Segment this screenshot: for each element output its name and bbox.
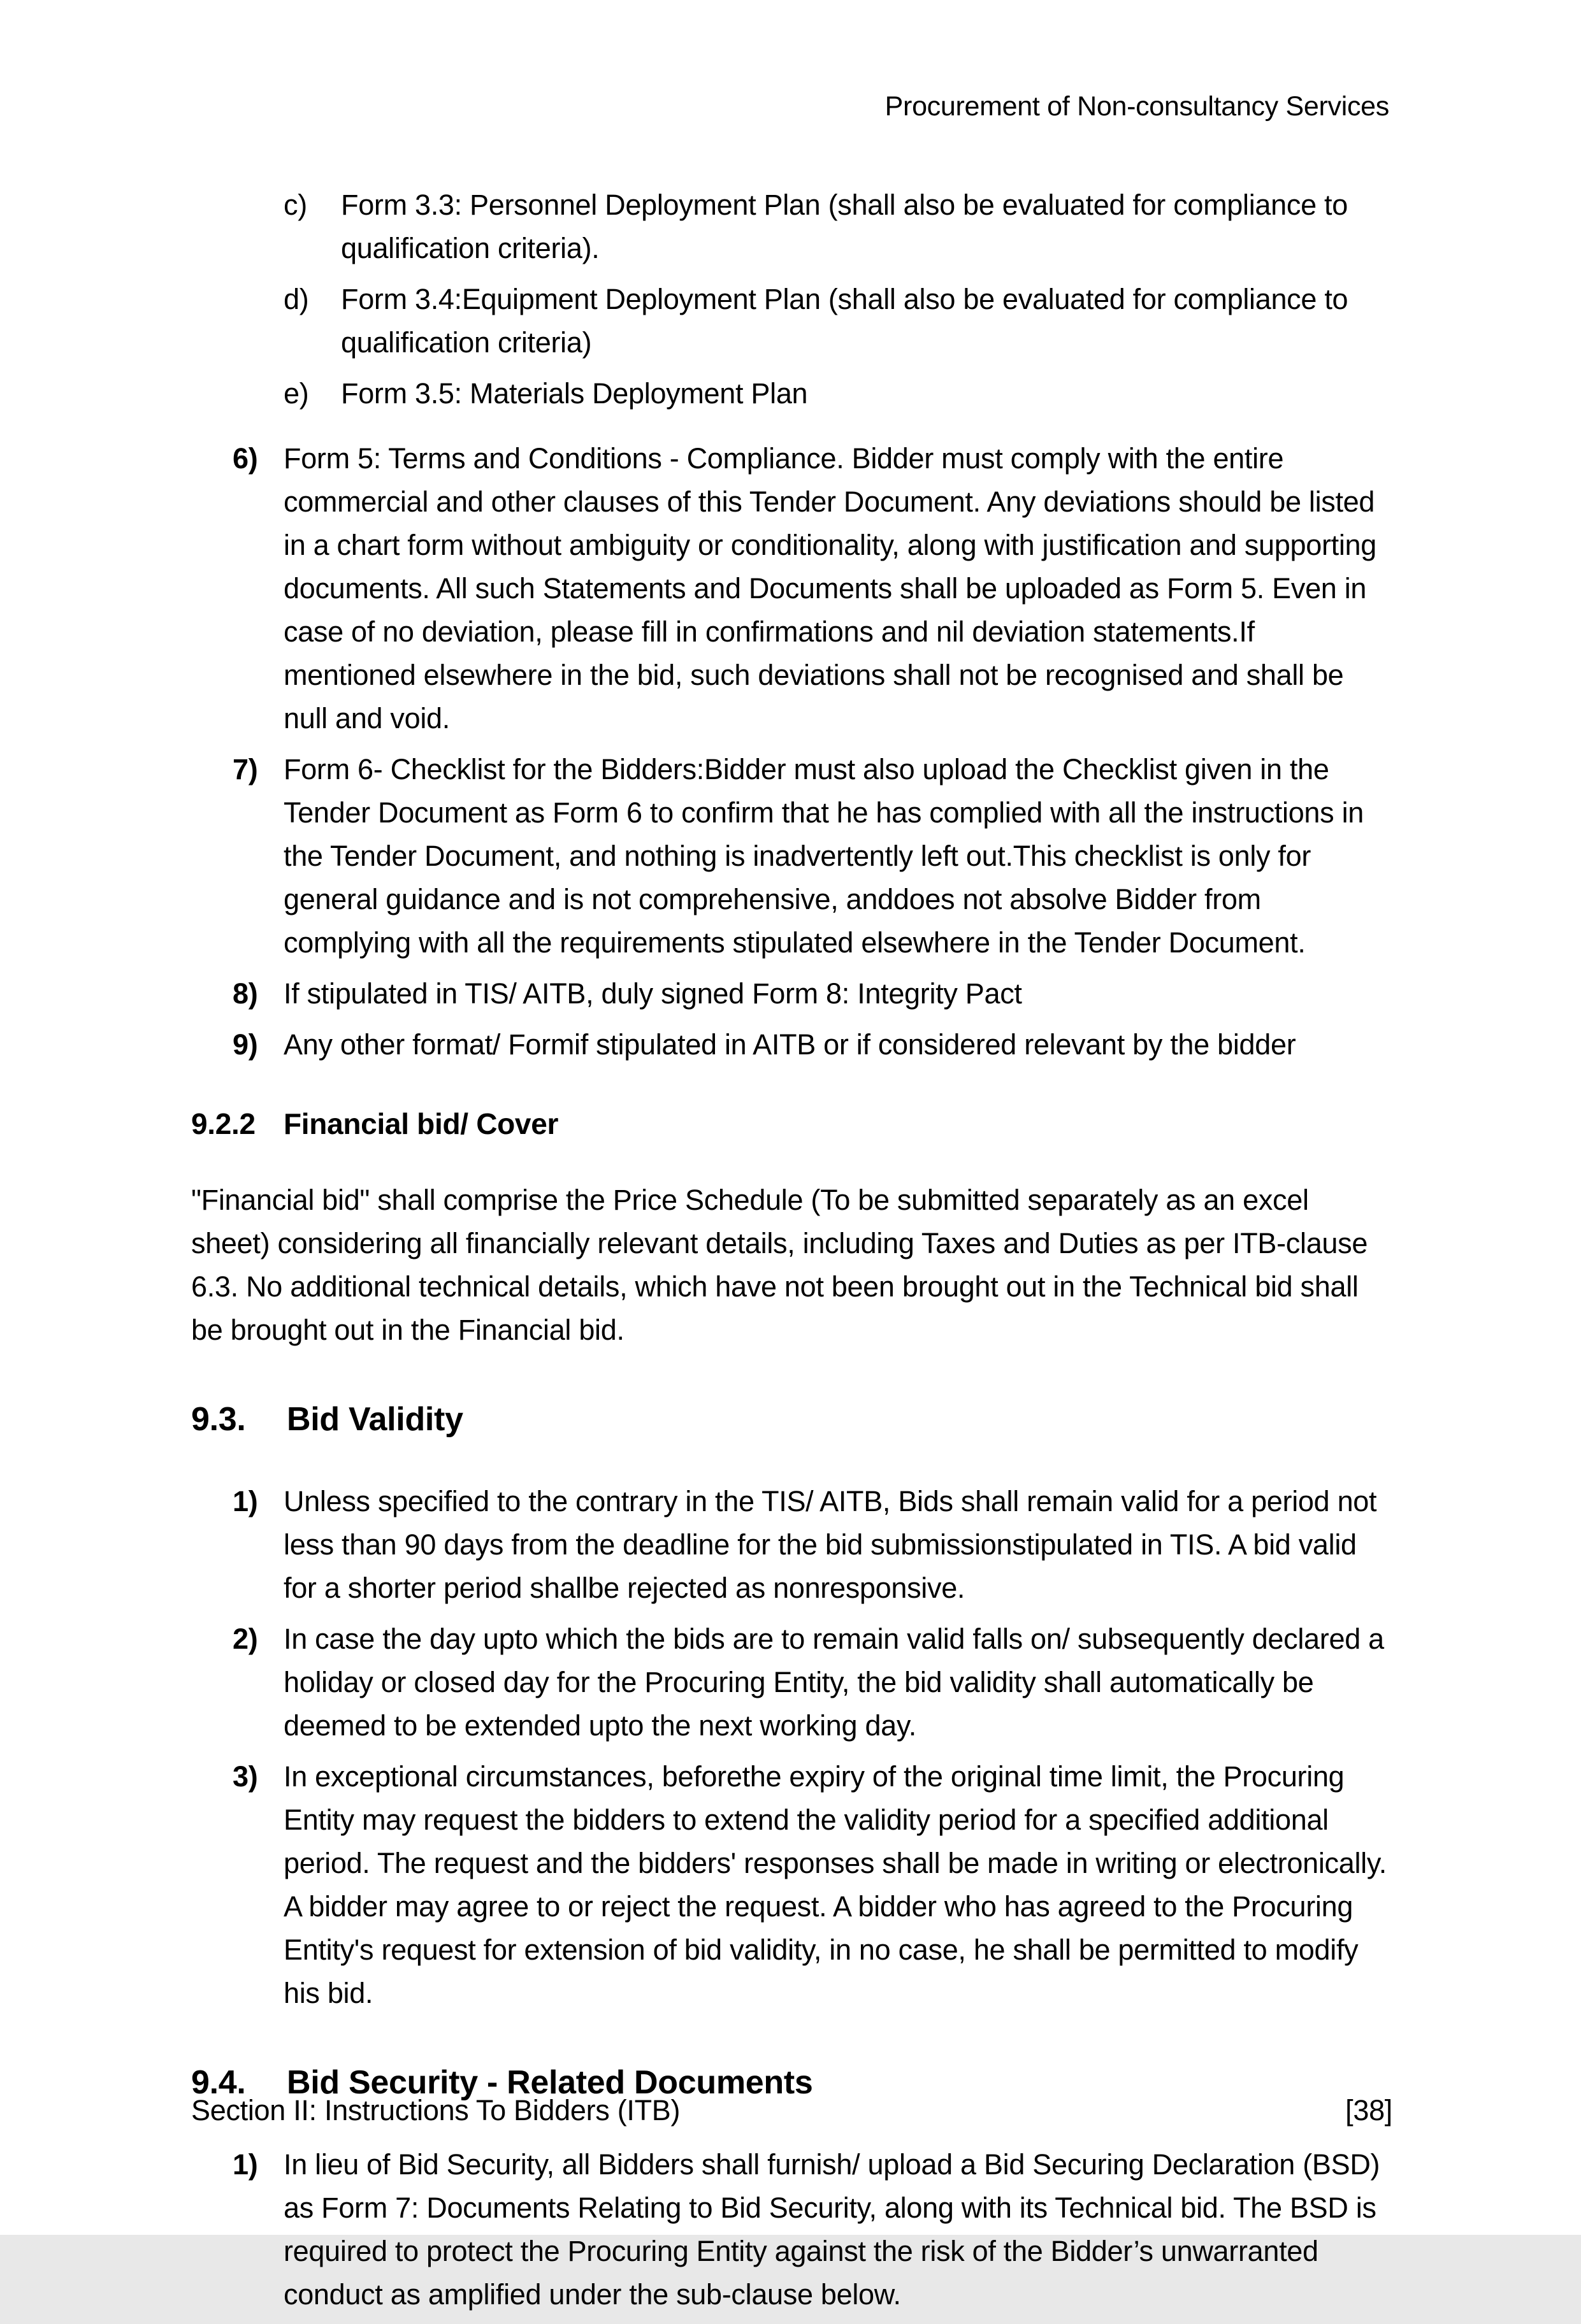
list-marker: e) bbox=[284, 377, 309, 410]
footer-page-number: [38] bbox=[1345, 2094, 1392, 2127]
section-number: 9.4. bbox=[191, 2063, 246, 2101]
list-item-3 bbox=[233, 1755, 1392, 2015]
list-text: Any other format/ Formif stipulated in AITB or if considered relevant by the bidder bbox=[284, 1028, 1296, 1061]
list-item-d bbox=[284, 278, 1392, 364]
list-marker: d) bbox=[284, 283, 309, 315]
list-item-9 bbox=[233, 1023, 1392, 1066]
section-heading-9-3 bbox=[191, 1399, 1392, 1440]
list-item-7 bbox=[233, 748, 1392, 965]
list-text: Unless specified to the contrary in the TIS/ AITB, Bids shall remain valid for a period not less than 90 days from the deadline for the bid submissionstipulated in TIS. A bid valid for a shorter period shallbe rejected as nonresponsive. bbox=[284, 1484, 1377, 1604]
list-item-6 bbox=[233, 437, 1392, 740]
list-text: Form 3.4:Equipment Deployment Plan (shall also be evaluated for compliance to qualification criteria) bbox=[341, 283, 1348, 359]
list-marker: 6) bbox=[233, 442, 258, 475]
list-text: Form 3.3: Personnel Deployment Plan (shall also be evaluated for compliance to qualification criteria). bbox=[341, 189, 1348, 264]
list-item-8 bbox=[233, 972, 1392, 1015]
list-marker: 1) bbox=[233, 1484, 258, 1517]
numbered-list-bid-security bbox=[233, 2143, 1392, 2316]
list-item-1 bbox=[233, 1480, 1392, 1610]
list-marker: 9) bbox=[233, 1028, 258, 1061]
lettered-list bbox=[284, 183, 1392, 415]
list-marker: 2) bbox=[233, 1622, 258, 1655]
numbered-list-forms bbox=[233, 437, 1392, 1066]
list-text: Form 5: Terms and Conditions - Compliance. Bidder must comply with the entire commercial and other clauses of this Tender Document. Any deviations should be listed in a chart form without ambiguity or conditionality, along with justification and supporting documents. All such Statements and Documents shall be uploaded as Form 5. Even in case of no deviation, please fill in confirmations and nil deviation statements.If mentioned elsewhere in the bid, such deviations shall not be recognised and shall be null and void. bbox=[284, 442, 1376, 735]
section-number: 9.3. bbox=[191, 1400, 246, 1438]
section-heading-9-2-2 bbox=[191, 1106, 1392, 1143]
section-title: Bid Validity bbox=[287, 1400, 463, 1438]
list-marker: c) bbox=[284, 189, 307, 221]
list-text: In lieu of Bid Security, all Bidders shall furnish/ upload a Bid Securing Declaration (BSD) as Form 7: Documents Relating to Bid Security, along with its Technical bid. The BSD is required to protect the Procuring Entity against the risk of the Bidder’s unwarranted conduct as amplified under the sub-clause below. bbox=[284, 2148, 1380, 2311]
paragraph-financial-bid: "Financial bid" shall comprise the Price Schedule (To be submitted separately as an excel sheet) considering all financially relevant details, including Taxes and Duties as per ITB-clause 6.3. No additional technical details, which have not been brought out in the Technical bid shall be brought out in the Financial bid. bbox=[191, 1183, 1368, 1346]
list-marker: 3) bbox=[233, 1760, 258, 1793]
list-text: In exceptional circumstances, beforethe expiry of the original time limit, the Procuring Entity may request the bidders to extend the validity period for a specified additional period. The request and the bidders' responses shall be made in writing or electronically. A bidder may agree to or reject the request. A bidder who has agreed to the Procuring Entity's request for extension of bid validity, in no case, he shall be permitted to modify his bid. bbox=[284, 1760, 1387, 2009]
document-body bbox=[191, 183, 1392, 2324]
list-item-e bbox=[284, 372, 1392, 415]
list-text: Form 6- Checklist for the Bidders:Bidder must also upload the Checklist given in the Tender Document as Form 6 to confirm that he has complied with all the instructions in the Tender Document, and nothing is inadvertently left out.This checklist is only for general guidance and is not comprehensive, anddoes not absolve Bidder from complying with all the requirements stipulated elsewhere in the Tender Document. bbox=[284, 753, 1364, 959]
list-text: If stipulated in TIS/ AITB, duly signed Form 8: Integrity Pact bbox=[284, 977, 1022, 1010]
page-header: Procurement of Non-consultancy Services bbox=[884, 91, 1389, 122]
page-footer bbox=[191, 2093, 1392, 2128]
section-title: Bid Security - Related Documents bbox=[287, 2063, 813, 2101]
numbered-list-bid-validity bbox=[233, 1480, 1392, 2015]
footer-section-label: Section II: Instructions To Bidders (ITB) bbox=[191, 2094, 681, 2127]
list-item-2 bbox=[233, 1617, 1392, 1747]
list-marker: 7) bbox=[233, 753, 258, 785]
list-item-1 bbox=[233, 2143, 1392, 2316]
section-number: 9.2.2 bbox=[191, 1107, 256, 1140]
list-item-c bbox=[284, 183, 1392, 270]
list-text: Form 3.5: Materials Deployment Plan bbox=[341, 377, 808, 410]
list-marker: 8) bbox=[233, 977, 258, 1010]
list-text: In case the day upto which the bids are to remain valid falls on/ subsequently declared a holiday or closed day for the Procuring Entity, the bid validity shall automatically be deemed to be extended upto the next working day. bbox=[284, 1622, 1384, 1742]
section-title: Financial bid/ Cover bbox=[284, 1107, 559, 1140]
list-marker: 1) bbox=[233, 2148, 258, 2181]
